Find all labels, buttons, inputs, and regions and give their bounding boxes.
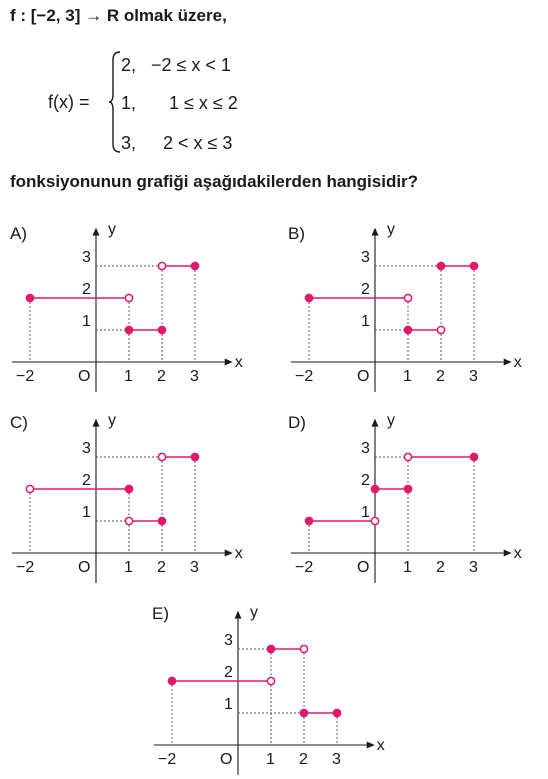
y-tick-label: 1 [82, 313, 91, 330]
question-text: fonksiyonunun grafiği aşağıdakilerden hangisidir? [10, 172, 419, 191]
x-tick-label: 2 [436, 368, 445, 385]
x-tick-label: −2 [158, 751, 177, 768]
y-tick-label: 3 [224, 632, 233, 649]
y-tick-label: 1 [361, 504, 370, 521]
option-letter: C) [10, 413, 28, 432]
x-axis-label: x [376, 737, 385, 754]
y-tick-label: 2 [361, 472, 370, 489]
y-tick-label: 1 [224, 696, 233, 713]
y-axis-label: y [387, 411, 395, 429]
case-3: 3, 2 < x ≤ 3 [121, 133, 233, 153]
x-tick-label: 3 [332, 751, 341, 768]
x-axis-label: x [513, 545, 522, 562]
x-axis-label: x [513, 354, 522, 371]
x-tick-label: 3 [469, 559, 478, 576]
x-tick-label: 1 [403, 368, 412, 385]
option-letter: D) [288, 413, 306, 432]
x-axis-arrow [367, 742, 375, 749]
closed-endpoint [168, 677, 175, 684]
x-tick-label: 1 [124, 559, 133, 576]
origin-label: O [357, 559, 370, 576]
y-tick-label: 2 [224, 664, 233, 681]
x-tick-label: 3 [190, 559, 199, 576]
x-tick-label: −2 [295, 559, 314, 576]
x-tick-label: −2 [16, 368, 35, 385]
x-tick-label: 2 [299, 751, 308, 768]
origin-label: O [78, 368, 91, 385]
origin-label: O [357, 368, 370, 385]
open-endpoint [267, 677, 274, 684]
y-tick-label: 1 [82, 504, 91, 521]
y-axis-label: y [250, 603, 258, 621]
y-tick-label: 3 [361, 249, 370, 266]
x-tick-label: 2 [436, 559, 445, 576]
y-tick-label: 2 [82, 281, 91, 298]
y-tick-label: 3 [361, 440, 370, 457]
x-tick-label: 1 [266, 751, 275, 768]
x-axis-label: x [234, 545, 243, 562]
option-letter: B) [288, 224, 305, 243]
problem-header: f : [−2, 3] → R olmak üzere, [10, 6, 227, 25]
y-tick-label: 3 [82, 440, 91, 457]
x-tick-label: 2 [157, 559, 166, 576]
closed-endpoint [300, 709, 307, 716]
y-tick-label: 3 [82, 249, 91, 266]
case-1: 2, −2 ≤ x < 1 [121, 55, 231, 75]
open-endpoint [300, 645, 307, 652]
x-tick-label: −2 [16, 559, 35, 576]
y-axis-arrow [235, 611, 242, 619]
option-letter: E) [152, 604, 169, 623]
function-label: f(x) = [48, 92, 90, 112]
x-tick-label: −2 [295, 368, 314, 385]
closed-endpoint [333, 709, 340, 716]
y-axis-label: y [108, 411, 116, 429]
x-tick-label: 2 [157, 368, 166, 385]
y-tick-label: 2 [82, 472, 91, 489]
x-tick-label: 3 [190, 368, 199, 385]
y-axis-label: y [387, 220, 395, 238]
x-tick-label: 1 [124, 368, 133, 385]
option-letter: A) [10, 224, 27, 243]
y-tick-label: 2 [361, 281, 370, 298]
origin-label: O [220, 751, 233, 768]
y-axis-label: y [108, 220, 116, 238]
closed-endpoint [267, 645, 274, 652]
case-2: 1, 1 ≤ x ≤ 2 [121, 93, 238, 113]
x-tick-label: 3 [469, 368, 478, 385]
x-axis-label: x [234, 354, 243, 371]
y-tick-label: 1 [361, 313, 370, 330]
origin-label: O [78, 559, 91, 576]
x-tick-label: 1 [403, 559, 412, 576]
